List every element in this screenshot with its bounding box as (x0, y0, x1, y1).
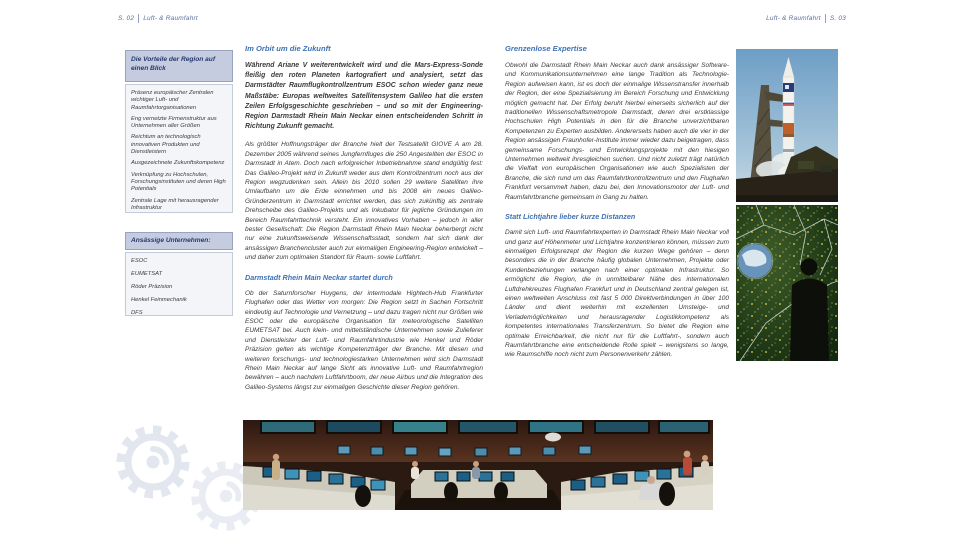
gear-watermark-large (111, 420, 195, 504)
company-item: Röder Präzision (131, 283, 173, 290)
page-number-left: S. 02 (118, 15, 135, 22)
company-item: EUMETSAT (131, 270, 163, 277)
page-header-right (766, 14, 846, 23)
article-column-left (245, 44, 483, 400)
rocket-launch-illustration (736, 49, 838, 202)
heading-distanzen: Statt Lichtjahre lieber kurze Distanzen (505, 212, 636, 222)
orbit-lead-paragraph: Während Ariane V weiterentwickelt wird und die Mars-Express-Sonde fleißig den roten Planeten kartografiert und analysiert, setzt das Darmstädter Raumflugkontrollzentrum ESOC schon wieder ganz neue Maßstäbe: Europas weltweites Satellitensystem Galileo hat die ersten Zeilen Erfolgsgeschichte geschrieben – und so mit der Engineering-Region Darmstadt Rhein Main Neckar einen entscheidenden Schritt in Richtung Zukunft gemacht. (245, 62, 483, 131)
company-item: ESOC (131, 258, 148, 264)
section-title-left: Luft- & Raumfahrt (143, 15, 198, 22)
companies-box-title: Ansässige Unternehmen: (125, 232, 233, 250)
advantage-item: Präsenz europäischer Zentralen wichtiger Luft- und Raumfahrtorganisationen (131, 90, 214, 111)
section-title-right: Luft- & Raumfahrt (766, 15, 821, 22)
advantage-item: Ausgezeichnete Zukunftskompetenz (131, 160, 225, 167)
rocket-launch-photo (736, 49, 838, 202)
page-header-left (118, 14, 198, 23)
distanzen-body-paragraph: Damit sich Luft- und Raumfahrtexperten in Darmstadt Rhein Main Neckar voll und ganz auf Höhenmeter und Lichtjahre konzentrieren können, müssen zum einmaligen Erfolgsrezept der Region die kurzen Wege gehören – denn besonders die in der Branche häufig globalen Unternehmen, Projekte oder Kundenbeziehungen verlangen nach einer optimalen Infrastruktur. So ermöglicht die Region, die in unmittelbarer Nähe des internationalen Luftdrehkreuzes Flughafen Frankfurt und in Deutschland zentral gelegen ist, einen weltweiten Anschluss mit fast 5 000 Direktverbindungen in über 100 Länder und dient weiterhin mit exzellenten Umsteige- und Verlademöglichkeiten und herausragender Logistikkompetenz als kompetentes internationales Transferzentrum. So bietet die Region eine optimale Erreichbarkeit, die nicht nur für die Luftfahrt-, sondern auch Raumfahrtbranche eine entscheidende Rolle spielt – wenigstens so lange, wie Raumschiffe noch nicht zum Personenverkehr zählen. (505, 229, 729, 359)
companies-list (125, 252, 233, 316)
expertise-body-paragraph: Obwohl die Darmstadt Rhein Main Neckar auch dank ansässiger Software- und Kommunikationsunternehmen eine lange Tradition als Technologie-Region aufweisen kann, ist es doch der einmalige Wissenstransfer innerhalb der Region, der eine Spezialisierung im Bereich Forschung und Entwicklung möglich gemacht hat. Der Erfolg beruht hierbei einerseits sicherlich auf der traditionellen Wissenschaftsmetropole Darmstadt, deren drei erstklassige Hochschulen High Potentials in den für die Branche unverzichtbaren Kompetenzen zu Experten ausbilden. Andererseits haben auch die vier in der Region ansässigen Fraunhofer-Institute immer wieder dazu beigetragen, dass gemeinsame Forschungs- und Entwicklungsprojekte mit den hiesigen Unternehmen weltweit ihresgleichen suchen. Und nicht zuletzt trägt natürlich die Vielfalt von europäischen Organisationen wie auch Spezialisten der Branche, die sich rund um das Raumfahrtkontrollzentrum und den Flughafen Frankfurt versammelt haben, dazu bei, den Innovationsmotor der Luft- und Raumfahrtbranche gemeinsam in Gang zu halten. (505, 62, 729, 201)
advantage-item: Zentrale Lage mit herausragender Infrastruktur (131, 197, 219, 211)
page-number-right: S. 03 (829, 15, 846, 22)
advantages-box-title: Die Vorteile der Region auf einen Blick (125, 50, 233, 82)
company-item: Henkel Feinmechanik (131, 296, 187, 303)
company-item: DFS (131, 309, 143, 316)
header-divider-right (825, 14, 826, 23)
advantages-list (125, 84, 233, 213)
mission-control-illustration (243, 420, 713, 510)
startet-body-paragraph: Ob der Saturnforscher Huygens, der intermodale Hightech-Hub Frankfurter Flughafen oder das Wetter von morgen: Die Region setzt in Sachen Fortschritt eindeutig auf Technologie und Vernetzung – und dazu tragen nicht nur Größen wie ESOC oder die europäische Organisation für meteorologische Satelliten EUMETSAT bei. Auch klein- und mittelständische Unternehmen sowie Zulieferer und Dienstleister der Luft- und Raumfahrtindustrie wie Henkel und Röder Präzision gelten als wichtige Kompetenzträger der Branche. Mit diesen und weiteren forschungs- und technologiestarken Unternehmen wird sich Darmstadt Rhein Main Neckar auf lange Sicht als innovative Luft- und Raumfahrtregion bewähren – auch nachdem Luftfahrtboom, der neue Airbus und die Integration des Galileo-Systems längst zur einmaligen Geschichte dieser Region gehören. (245, 289, 483, 391)
header-divider-left (138, 14, 139, 23)
heading-orbit: Im Orbit um die Zukunft (245, 44, 331, 53)
heading-expertise: Grenzenlose Expertise (505, 44, 587, 53)
advantage-item: Verknüpfung zu Hochschulen, Forschungsinstituten und deren High Potentials (131, 171, 226, 193)
article-column-right (505, 44, 729, 368)
orbit-body-paragraph: Als größter Hoffnungsträger der Branche hielt der Testsatellit GIOVE A am 28. Dezember 2005 während seines Jungfernfluges die 250 Angestellten der ESOC in Darmstadt in Atem. Doch nach erfolgreicher Inbetriebnahme stand endgültig fest: Das Galileo-Projekt wird in Zukunft weder aus dem Kontrollzentrum noch aus der Region wegzudenken sein. Allein bis 2010 sollen 29 weitere Satelliten ihre Umlaufbahn um die Erde einnehmen und bis 2008 ein neues Galileo-Gründerzentrum in Darmstadt errichtet werden, das sich zukünftig als zentrale Drehscheibe des Galileo-Projekts und als Inkubator für jegliche Gründungen im Bereich Raumfahrttechnik versteht. Ein innovatives Vorhaben – jedoch in aller bester Gesellschaft: Die Region Darmstadt Rhein Main Neckar beherbergt nicht nur eine zukunftsweisende Wissenschaftsstadt, sondern hat sich dank der ansässigen Branchencluster auch zur einmaligen Engineering-Region entwickelt – und daher zum optimalen Standort für Raum- sowie Luftfahrt. (245, 141, 483, 262)
space-visualization-illustration (736, 205, 838, 361)
advantage-item: Eng vernetzte Firmenstruktur aus Unternehmen aller Größen (131, 115, 217, 130)
advantage-item: Reichtum an technologisch innovativen Produkten und Dienstleistern (131, 134, 201, 156)
mission-control-room-photo (243, 420, 713, 510)
space-visualization-photo (736, 205, 838, 361)
heading-startet: Darmstadt Rhein Main Neckar startet durch (245, 272, 393, 282)
